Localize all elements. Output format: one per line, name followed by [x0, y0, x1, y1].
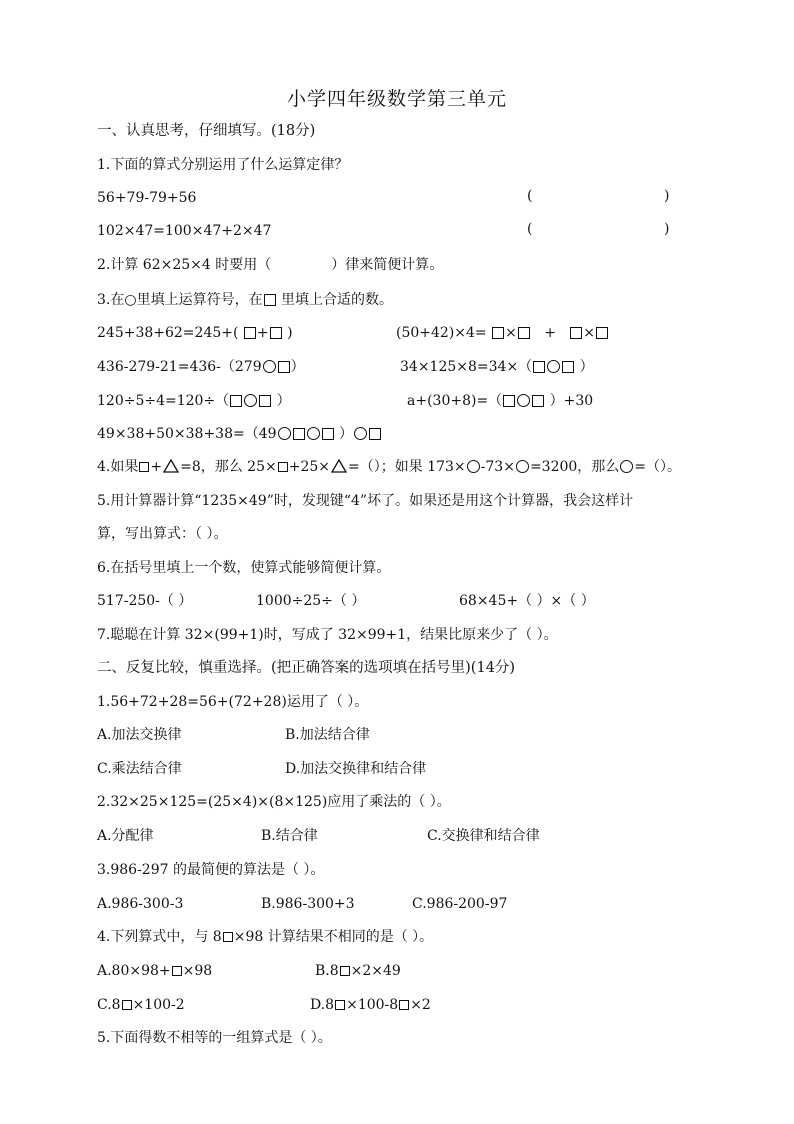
s2-q4-b-text-a: B.8: [315, 963, 339, 979]
q3-row1-left: [97, 323, 293, 343]
s2-q4-text-b: ×98 计算结果不相同的是（ ）。: [233, 929, 434, 945]
circle-icon: [517, 394, 530, 407]
s2-q4-text-a: 4.下列算式中，与 8: [97, 929, 222, 945]
s2-q4-option-b: [315, 961, 401, 981]
s2-q4-c-text-a: C.8: [97, 997, 121, 1013]
q3-r2-left-a: 436-279-21=436-（279: [97, 359, 262, 375]
q3-r2-left-b: ）: [290, 359, 305, 375]
s2-q1-option-a: A.加法交换律: [97, 727, 182, 743]
s2-q2-text: 2.32×25×125=(25×4)×(8×125)应用了乘法的（ ）。: [97, 794, 451, 810]
q3-row3-left: [97, 391, 291, 411]
q4-g: =3200，那么: [529, 459, 620, 475]
s2-q4-d-text-c: ×2: [410, 997, 431, 1013]
q3-r2-right-b: ）: [579, 359, 594, 375]
s2-q2-option-b: B.结合律: [261, 828, 318, 844]
square-icon: [322, 428, 334, 440]
circle-icon: [263, 360, 276, 373]
q1-b-paren-close: ): [664, 221, 670, 237]
page-title: 小学四年级数学第三单元: [286, 88, 507, 110]
square-icon: [532, 395, 544, 407]
circle-icon: [278, 427, 291, 440]
q5-line1: 5.用计算器计算“1235×49”时，发现键“4”坏了。如果还是用这个计算器，我会这样计: [97, 493, 634, 509]
q3-row3-right: [407, 391, 593, 411]
q3-row4: [97, 424, 382, 444]
s2-q1-option-c: C.乘法结合律: [97, 761, 182, 777]
square-icon: [335, 1000, 345, 1010]
square-icon: [259, 395, 271, 407]
q4-h: =（）。: [634, 459, 682, 475]
q4-f: -73×: [480, 459, 515, 475]
q2-line: [97, 255, 443, 275]
q4-line: [97, 457, 681, 477]
q3-r3-left-b: ）: [276, 393, 291, 409]
s2-q4-a-text-b: ×98: [182, 963, 213, 979]
s2-q4-option-c: [97, 995, 185, 1015]
q3-r3-right-a: a+(30+8)=（: [407, 393, 503, 409]
s2-q5-text: 5.下面得数不相等的一组算式是（ ）。: [97, 1030, 332, 1046]
q7-text: 7.聪聪在计算 32×(99+1)时，写成了 32×99+1，结果比原来少了（ ）。: [97, 627, 558, 643]
plus-sign: +: [544, 325, 556, 341]
q1-a-paren-open: (: [527, 188, 533, 204]
s2-q1-option-d: D.加法交换律和结合律: [285, 761, 427, 777]
square-icon: [139, 462, 149, 472]
circle-icon: [516, 460, 529, 473]
q3-text-a: 3.在○里填上运算符号，在: [97, 292, 263, 308]
q2-text-b: ）律来简便计算。: [331, 257, 444, 273]
s2-q3-option-b: B.986-300+3: [261, 896, 355, 912]
q4-a: 4.如果: [97, 459, 139, 475]
q6-a: 517-250-（ ）: [97, 593, 193, 609]
circle-icon: [547, 360, 560, 373]
q3-r1-left-b: ): [287, 325, 293, 341]
q1-b-paren-open: (: [527, 221, 533, 237]
square-icon: [570, 327, 582, 339]
s2-q4-option-a: [97, 961, 212, 981]
square-icon: [264, 294, 276, 306]
q6-text: 6.在括号里填上一个数，使算式能够简便计算。: [97, 560, 391, 576]
square-icon: [562, 361, 574, 373]
s2-q3-option-c: C.986-200-97: [412, 896, 508, 912]
q3-r1-left-a: 245+38+62=245+(: [97, 325, 239, 341]
q1-line-b: 102×47=100×47+2×47: [97, 223, 272, 239]
circle-icon: [467, 460, 480, 473]
s2-q2-option-c: C.交换律和结合律: [427, 828, 540, 844]
times-sign: ×: [505, 325, 517, 341]
square-icon: [278, 361, 290, 373]
square-icon: [369, 428, 381, 440]
s2-q4-option-d: [310, 995, 431, 1015]
q4-d: +25×: [288, 459, 331, 475]
q3-r3-right-b: ）+30: [549, 393, 594, 409]
square-icon: [230, 395, 242, 407]
s2-q1-option-b: B.加法结合律: [285, 727, 370, 743]
q1-a-paren-close: ): [664, 188, 670, 204]
square-icon: [172, 966, 182, 976]
q3-line: [97, 290, 393, 310]
q3-row2-right: [400, 357, 594, 377]
q3-r3-left-a: 120÷5÷4=120÷（: [97, 393, 230, 409]
s2-q1-text: 1.56+72+28=56+(72+28)运用了（ ）。: [97, 694, 369, 710]
q3-r4-a: 49×38+50×38+38=（49: [97, 426, 277, 442]
q3-r4-b: ）: [339, 426, 353, 442]
s2-q4-c-text-b: ×100-2: [132, 997, 185, 1013]
q5-line2: 算，写出算式：（ ）。: [97, 526, 228, 542]
s2-q3-option-a: A.986-300-3: [97, 896, 184, 912]
triangle-icon: [163, 459, 179, 473]
s2-q4-text: [97, 927, 433, 947]
times-sign: ×: [583, 325, 596, 341]
q4-b: +: [150, 459, 163, 475]
q3-row2-left: [97, 357, 305, 377]
square-icon: [399, 1000, 409, 1010]
circle-icon: [354, 427, 367, 440]
circle-icon: [307, 427, 320, 440]
square-icon: [340, 966, 350, 976]
circle-icon: [620, 460, 633, 473]
square-icon: [518, 327, 530, 339]
square-icon: [270, 327, 282, 339]
q3-r2-right-a: 34×125×8=34×（: [400, 359, 533, 375]
square-icon: [278, 462, 288, 472]
square-icon: [503, 395, 515, 407]
square-icon: [244, 327, 256, 339]
square-icon: [293, 428, 305, 440]
s2-q4-a-text-a: A.80×98+: [97, 963, 171, 979]
q3-row1-right: [396, 323, 609, 343]
square-icon: [596, 327, 608, 339]
q1-line-a: 56+79-79+56: [97, 190, 197, 206]
q2-text-a: 2.计算 62×25×4 时要用（: [97, 257, 272, 273]
q6-c: 68×45+（ ）×（ ）: [459, 593, 595, 609]
triangle-icon: [331, 459, 347, 473]
q1-text: 1.下面的算式分别运用了什么运算定律？: [97, 157, 349, 173]
circle-icon: [244, 394, 257, 407]
s2-q4-b-text-b: ×2×49: [350, 963, 401, 979]
s2-q2-option-a: A.分配律: [97, 828, 154, 844]
section1-heading: 一、认真思考，仔细填写。(18分): [97, 123, 316, 139]
square-icon: [223, 932, 233, 942]
square-icon: [492, 327, 504, 339]
square-icon: [533, 361, 545, 373]
q4-c: =8，那么 25×: [180, 459, 277, 475]
section2-heading: 二、反复比较，慎重选择。(把正确答案的选项填在括号里)(14分): [97, 660, 516, 676]
s2-q3-text: 3.986-297 的最简便的算法是（ ）。: [97, 862, 325, 878]
s2-q4-d-text-b: ×100-8: [346, 997, 399, 1013]
q6-b: 1000÷25÷（ ）: [256, 593, 366, 609]
square-icon: [122, 1000, 132, 1010]
q4-e: =（）；如果 173×: [348, 459, 466, 475]
q3-text-b: 里填上合适的数。: [276, 292, 394, 308]
plus-sign: +: [256, 325, 269, 341]
q3-r1-right-a: (50+42)×4=: [396, 325, 487, 341]
s2-q4-d-text-a: D.8: [310, 997, 335, 1013]
